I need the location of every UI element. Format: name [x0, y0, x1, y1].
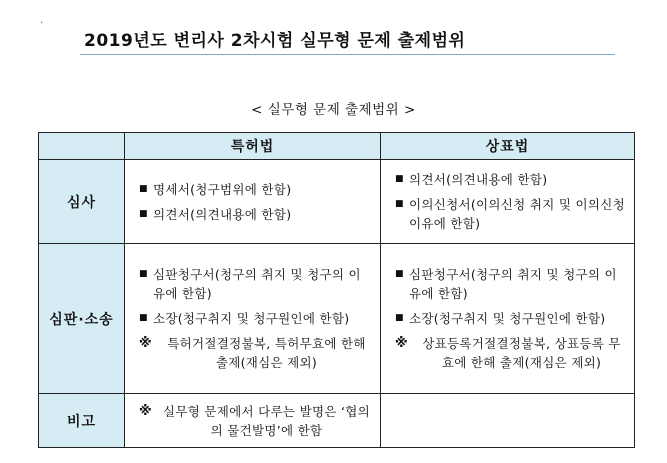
bullet-square-icon: ■ — [139, 208, 148, 219]
item-text: 의견서(의견내용에 한함) — [409, 172, 548, 187]
item-text: 심판청구서(청구의 취지 및 청구의 이유에 한함) — [409, 267, 617, 301]
cell-trial-patent — [125, 244, 381, 394]
list-item — [139, 265, 372, 303]
section-subtitle: < 실무형 문제 출제범위 > — [251, 102, 416, 118]
note-text: 상표등록거절결정불복, 상표등록 무효에 한해 출제(재심은 제외) — [422, 336, 621, 370]
bullet-square-icon: ■ — [395, 269, 404, 279]
row-label-examination: 심사 — [39, 160, 125, 244]
item-text: 심판청구서(청구의 취지 및 청구의 이유에 한함) — [153, 267, 361, 301]
note-item — [139, 334, 372, 372]
page-title: 2019년도 변리사 2차시험 실무형 문제 출제범위 — [84, 31, 466, 51]
list-item — [139, 309, 372, 328]
item-text: 소장(청구취지 및 청구원인에 한함) — [409, 311, 606, 326]
row-label-trial-litigation: 심판·소송 — [39, 244, 125, 394]
bullet-square-icon: ■ — [395, 313, 404, 323]
corner-dot: · — [40, 18, 44, 29]
list-item — [395, 170, 626, 189]
cell-remarks-trademark — [381, 394, 635, 448]
cell-trial-trademark — [381, 244, 635, 394]
list-item — [139, 180, 372, 199]
bullet-square-icon: ■ — [139, 183, 148, 194]
bullet-square-icon: ■ — [139, 269, 148, 279]
bullet-square-icon: ■ — [395, 199, 404, 209]
header-corner-cell — [39, 133, 125, 160]
note-text: 특허거절결정불복, 특허무효에 한해 출제(재심은 제외) — [167, 336, 366, 370]
reference-mark-icon: ※ — [139, 336, 152, 351]
row-remarks — [39, 394, 635, 448]
list-item — [139, 205, 372, 224]
note-text: 실무형 문제에서 다루는 발명은 ‘협의의 물건발명’에 한함 — [163, 403, 370, 438]
title-divider — [80, 54, 615, 55]
cell-remarks-patent — [125, 394, 381, 448]
cell-examination-patent — [125, 160, 381, 244]
list-item — [395, 309, 626, 328]
bullet-square-icon: ■ — [139, 313, 148, 323]
exam-scope-table — [38, 132, 635, 448]
bullet-square-icon: ■ — [395, 174, 404, 184]
note-item — [395, 334, 626, 372]
list-item — [395, 265, 626, 303]
header-trademark-law: 상표법 — [381, 133, 635, 160]
item-text: 의견서(의견내용에 한함) — [153, 206, 292, 222]
row-examination — [39, 160, 635, 244]
reference-mark-icon: ※ — [139, 403, 152, 419]
row-trial-litigation — [39, 244, 635, 394]
cell-examination-trademark — [381, 160, 635, 244]
reference-mark-icon: ※ — [395, 336, 408, 351]
header-patent-law: 특허법 — [125, 133, 381, 160]
list-item — [395, 195, 626, 233]
item-text: 이의신청서(이의신청 취지 및 이의신청 이유에 한함) — [409, 197, 625, 231]
header-row — [39, 133, 635, 160]
item-text: 명세서(청구범위에 한함) — [153, 181, 292, 197]
item-text: 소장(청구취지 및 청구원인에 한함) — [153, 311, 350, 326]
note-item — [139, 402, 372, 440]
row-label-remarks: 비고 — [39, 394, 125, 448]
